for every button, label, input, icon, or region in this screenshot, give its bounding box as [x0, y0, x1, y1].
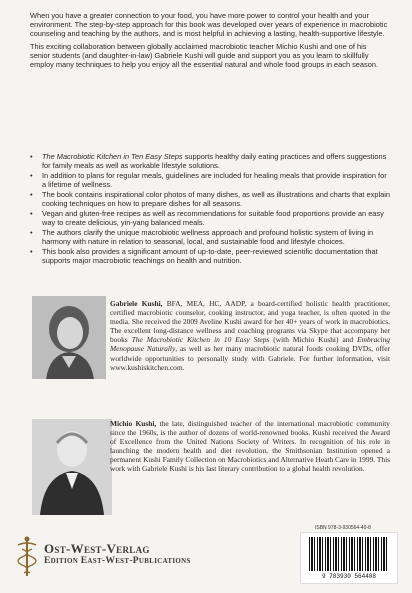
bio-michio: Michio Kushi, the late, distinguished teacher of the international macrobiotic community since the 1960s, is the author of dozens of world-renowned books. Kushi received the Award of Excellence from the United Nations Society of Writers. In recognition of his role in launching the modern health and diet revolution, the Smithsonian Institution opened a permanent Kushi Family Collection on Macrobiotics and Alternative Heath Care in 1999. This work with Gabriele Kushi is his last literary contribution to a global health revolution.: [110, 419, 391, 474]
author-name: Michio Kushi,: [110, 419, 157, 428]
list-item: • This book also provides a significant amount of up-to-date, peer-reviewed scientific documentation that supports major macrobiotic teachings on health and nutrition.: [30, 246, 378, 265]
barcode-number: 9 783930 564408: [321, 573, 376, 580]
intro-paragraph-1: When you have a greater connection to your food, you have more power to control your health and your environment. The step-by-step approach for this book was developed over years of experience in macrobiotic counseling and teaching by the authors, and is most helpful in achieving a lasting, health-supportive lifestyle.: [30, 11, 388, 39]
bio-gabriele: Gabriele Kushi, BFA, MEA, HC, AADP, a board-certified holistic health practitioner, certified macrobiotic counselor, cooking instructor, and yoga teacher, is often quoted in the media. She received the 2009 Aveline Kushi award for her 40+ years of work in macrobiotics. The excellent long-distance wellness and coaching programs via Skype that accompany her books The Macrobiotic Kitchen in 10 Easy Steps (with Michio Kushi) and Embracing Menopause Naturally, as well as her many macrobiotic natural foods cooking DVDs, offer worldwide opportunities to personally study with Gabriele. For further information, visit www.kushiskitchen.com.: [110, 299, 391, 372]
author-photo-gabriele: [32, 296, 106, 379]
feature-list: [30, 152, 392, 265]
caduceus-icon: [16, 535, 38, 577]
author-photo-michio: [32, 419, 112, 515]
book-title: The Macrobiotic Kitchen in 10 Easy Steps: [131, 335, 270, 345]
book-title: Embracing Menopause Naturally: [110, 335, 390, 354]
book-title: The Macrobiotic Kitchen in Ten Easy Steps: [42, 152, 183, 161]
barcode: [300, 532, 398, 584]
list-item: • The book contains inspirational color photos of many dishes, as well as illustrations and charts that explain cooking techniques on how to prepare dishes for all seasons.: [30, 189, 390, 209]
publisher-name: Ost-West-Verlag: [44, 541, 150, 556]
intro-text: [30, 11, 388, 72]
barcode-bars: [309, 537, 389, 571]
intro-paragraph-2: This exciting collaboration between globally acclaimed macrobiotic teacher Michio Kushi and one of his senior students (and daughter-in-law) Gabriele Kushi will guide and support you as you learn to skillfully employ many techniques to help you enjoy all the essential natural and whole food groups in each season.: [30, 41, 378, 70]
list-item: • The authors clarify the unique macrobiotic wellness approach and profound holistic system of living in harmony with nature in relation to seasonal, local, and sustainable food and lifestyle choices.: [30, 227, 374, 246]
author-name: Gabriele Kushi,: [110, 299, 163, 308]
isbn-label: ISBN 978-3-930564-40-8: [315, 525, 371, 531]
list-item: • In addition to plans for regular meals, guidelines are included for healing meals that provide inspiration for a lifetime of wellness.: [30, 170, 387, 190]
list-item: • Vegan and gluten-free recipes as well as recommendations for suitable food proportions provide an easy way to create delicious, yin-yang balanced meals.: [30, 208, 384, 227]
list-item: • The Macrobiotic Kitchen in Ten Easy Steps supports healthy daily eating practices and offers suggestions for family meals as well as workable lifestyle solutions.: [30, 152, 387, 171]
publisher-edition: Edition East-West-Publications: [44, 556, 191, 566]
